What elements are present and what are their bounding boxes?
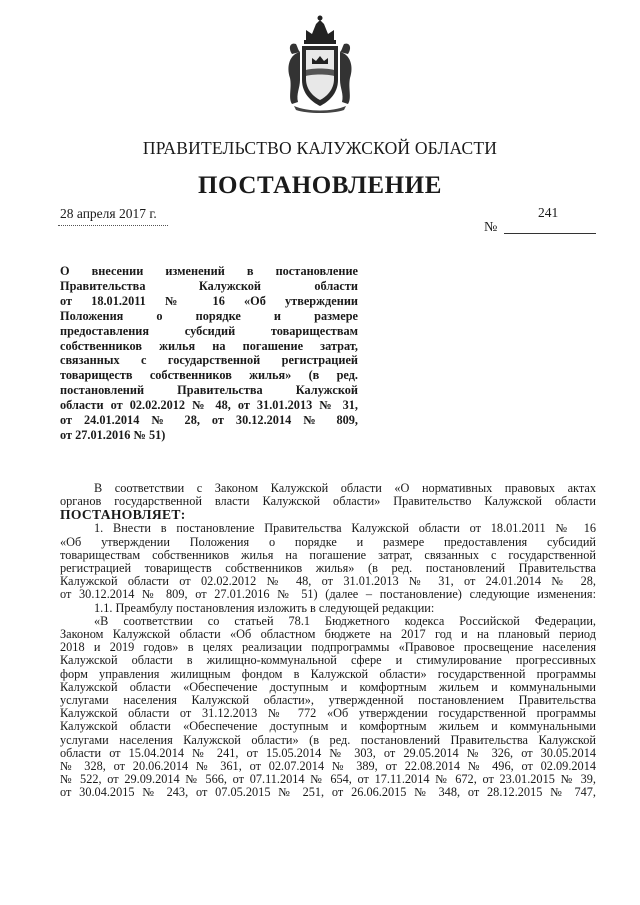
body-line: органов государственной власти Калужской области» Правительство Калужской области xyxy=(60,495,596,509)
subject-line: от 24.01.2014 № 28, от 30.12.2014 № 809, xyxy=(60,413,358,428)
body-line: 2018 и 2019 годов» в целях реализации подпрограммы «Правовое просвещение населения xyxy=(60,641,596,655)
subject-line: Правительства Калужской области xyxy=(60,278,358,293)
subject-line: от 27.01.2016 № 51) xyxy=(60,427,166,442)
body-line: товариществам собственников жилья на погашение затрат, связанных с государственной xyxy=(60,548,596,562)
body-line: В соответствии с Законом Калужской области «О нормативных правовых актах xyxy=(94,482,596,495)
body-line: № 522, от 29.09.2014 № 566, от 07.11.2014 № 654, от 17.11.2014 № 672, от 23.01.2015 № 39, xyxy=(60,773,596,787)
body-line: № 328, от 20.06.2014 № 361, от 02.07.2014 № 389, от 22.08.2014 № 496, от 02.09.2014 xyxy=(60,760,596,774)
document-type-title: ПОСТАНОВЛЕНИЕ xyxy=(197,172,443,199)
subject-line: постановлений Правительства Калужской xyxy=(60,383,358,398)
subject-line: Положения о порядке и размере xyxy=(60,308,358,323)
date-underline xyxy=(58,225,168,226)
body-line: Калужской области в жилищно-коммунальной сфере и стимулирование прогрессивных xyxy=(60,654,596,668)
subject-line: О внесении изменений в постановление xyxy=(60,264,358,278)
number-label: № xyxy=(484,220,498,235)
document-number: 241 xyxy=(538,205,559,220)
body-line: услугами населения Калужской области», утвержденной постановлением Правительства xyxy=(60,694,596,708)
document-date: 28 апреля 2017 г. xyxy=(60,206,157,221)
body-line: услугами населения Калужской области» (в ред. постановлений Правительства Калужской xyxy=(60,733,596,747)
body-line: Законом Калужской области «Об областном бюджете на 2017 год и на плановый период xyxy=(60,628,596,642)
body-line: Калужской области от 02.02.2012 № 48, от 31.01.2013 № 31, от 24.01.2014 № 28, xyxy=(60,575,596,589)
subject-line: области от 02.02.2012 № 48, от 31.01.2013 № 31, xyxy=(60,398,358,413)
subject-line: товариществ собственников жилья» (в ред. xyxy=(60,368,358,383)
kaluga-coat-of-arms-emblem xyxy=(282,14,358,114)
subject-line: предоставления субсидий товариществам xyxy=(60,323,358,338)
subject-line: от 18.01.2011 № 16 «Об утверждении xyxy=(60,293,358,308)
body-line: от 30.04.2015 № 243, от 07.05.2015 № 251, от 26.06.2015 № 348, от 28.12.2015 № 747, xyxy=(60,786,596,800)
resolution-body xyxy=(60,482,596,800)
body-line: Калужской области «Обеспечение доступным и комфортным жильем и коммунальными xyxy=(60,680,596,694)
body-line: 1. Внести в постановление Правительства Калужской области от 18.01.2011 № 16 xyxy=(94,522,596,536)
resolves-heading: ПОСТАНОВЛЯЕТ: xyxy=(60,508,186,523)
subject-line: связанных с государственной регистрацией xyxy=(60,353,358,368)
body-line: форм управления жилищным фондом в Калужской области» государственной программы xyxy=(60,667,596,681)
body-line: Калужской области от 31.12.2013 № 772 «Об утверждении государственной программы xyxy=(60,707,596,721)
resolution-subject xyxy=(60,264,358,443)
body-line: Калужской области «Обеспечение доступным и комфортным жильем и коммунальными xyxy=(60,720,596,734)
body-line: области от 15.04.2014 № 241, от 15.05.2014 № 303, от 29.05.2014 № 326, от 30.05.2014 xyxy=(60,746,596,760)
body-line: «Об утверждении Положения о порядке и размере предоставления субсидий xyxy=(60,535,596,549)
body-line: 1.1. Преамбулу постановления изложить в следующей редакции: xyxy=(94,601,435,615)
body-line: «В соответствии со статьей 78.1 Бюджетного кодекса Российской Федерации, xyxy=(94,614,596,628)
body-line: регистрацией товариществ собственников жилья» (в ред. постановлений Правительства xyxy=(60,562,596,576)
subject-line: собственников жилья на погашение затрат, xyxy=(60,338,358,353)
number-underline xyxy=(504,233,596,234)
government-name: ПРАВИТЕЛЬСТВО КАЛУЖСКОЙ ОБЛАСТИ xyxy=(142,138,498,158)
body-line: от 30.12.2014 № 809, от 27.01.2016 № 51) (далее – постановление) следующие изменения: xyxy=(60,588,596,602)
